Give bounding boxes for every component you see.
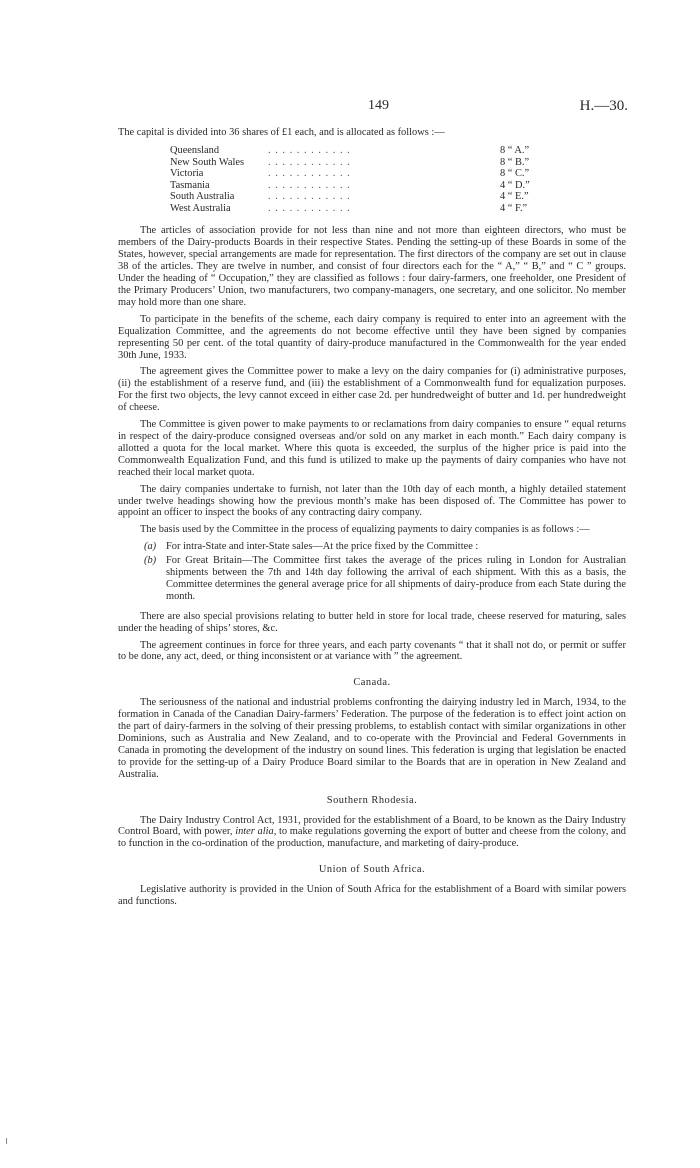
section-heading-southern-rhodesia: Southern Rhodesia.: [326, 794, 418, 806]
table-row: [170, 157, 570, 169]
paragraph-provisions: There are also special provisions relating to butter held in store for local trade, cheese reserved for maturing, sales under the heading of ships’ stores, &c.: [118, 610, 626, 634]
list-item: [144, 541, 626, 553]
paragraph-payments: The Committee is given power to make payments to or reclamations from dairy companies to ensure “ equal returns in respect of the dairy-produce consigned overseas and/or sold on any market in each month.” Each dairy company is allotted a quota for the local market. Where this quota is exceeded, the surplus of the higher price is paid into the Commonwealth Equalization Fund, and this fund is utilized to make up the payments of dairy companies who have not reached their local market quota.: [118, 419, 626, 478]
intro-paragraph: The capital is divided into 36 shares of £1 each, and is allocated as follows :—: [118, 127, 445, 138]
list-item: [144, 555, 626, 603]
paragraph-statement: The dairy companies undertake to furnish, not later than the 10th day of each month, a highly detailed statement under twelve headings showing how the previous month’s make has been disposed of. The Committee has power to appoint an officer to inspect the books of any contracting dairy company.: [118, 483, 626, 519]
leader-dots: . . . . . . . . . . . .: [268, 156, 351, 168]
share-count: 8 “ A.”: [500, 144, 530, 156]
share-count: 8 “ C.”: [500, 168, 530, 180]
leader-dots: . . . . . . . . . . . .: [268, 144, 351, 156]
paragraph-participation: To participate in the benefits of the scheme, each dairy company is required to enter into an agreement with the Equalization Committee, and the agreements do not become effective until they have been signed by companies representing 50 per cent. of the total quantity of dairy-produce manufactured in the Commonwealth for the year ended 30th June, 1933.: [118, 313, 626, 361]
leader-dots: . . . . . . . . . . . .: [268, 191, 351, 203]
state-name: West Australia: [170, 202, 231, 214]
section-heading-canada: Canada.: [353, 677, 391, 689]
leader-dots: . . . . . . . . . . . .: [268, 179, 351, 191]
table-row: [170, 145, 570, 157]
text-run: , to make regulations governing the export of butter and cheese from the colony, and to function in the co-ordination of the production, manufacture, and marketing of dairy-produce.: [118, 826, 626, 850]
paragraph-canada: The seriousness of the national and industrial problems confronting the dairying industry led in March, 1934, to the formation in Canada of the Canadian Dairy-farmers’ Federation. The purpose of the federation is to effect joint action on the part of dairy-farmers in the solving of their pressing problems, to establish contact with similar organizations in other Dominions, such as Australia and New Zealand, and to co-operate with the Provincial and Federal Governments in Canada in promoting the development of the industry on sound lines. This federation is urging that legislation be enacted to provide for the setting-up of a Dairy Produce Board similar to the Boards that are in operation in New Zealand and Australia.: [118, 697, 626, 780]
table-row: [170, 191, 570, 203]
table-row: [170, 180, 570, 192]
state-name: Victoria: [170, 168, 204, 180]
state-name: Tasmania: [170, 179, 210, 191]
table-row: [170, 168, 570, 180]
list-text: For Great Britain—The Committee first takes the average of the prices ruling in London for Australian shipments between the 7th and 14th day following the arrival of each shipment. With this as a basis, the Committee determines the general average price for all shipments of dairy-produce from each State during the month.: [166, 555, 626, 602]
state-name: South Australia: [170, 191, 235, 203]
paragraph-levy: The agreement gives the Committee power to make a levy on the dairy companies for (i) administrative purposes, (ii) the establishment of a reserve fund, and (iii) the establishment of a Commonwealth fund for equalization purposes. For the first two objects, the levy cannot exceed in either case 2d. per hundredweight of butter and 1d. per hundredweight of cheese.: [118, 366, 626, 414]
paragraph-agreement-term: The agreement continues in force for three years, and each party covenants “ that it shall not do, or permit or suffer to be done, any act, deed, or thing inconsistent or at variance with ” the agreement.: [118, 639, 626, 663]
share-count: 4 “ F.”: [500, 202, 528, 214]
paragraph-directors: The articles of association provide for not less than nine and not more than eighteen directors, who must be members of the Dairy-products Boards in their respective States. Pending the setting-up of these Boards in some of the States, however, special arrangements are made for representation. The first directors of the company are set out in clause 38 of the articles. They are twelve in number, and consist of four directors each for the “ A,” “ B,” and “ C ” groups. Under the heading of “ Occupation,” they are classified as follows : four dairy-farmers, one freeholder, one President of the Primary Producers’ Union, two manufacturers, two company-managers, one secretary, and one solicitor. No member may hold more than one share.: [118, 225, 626, 308]
share-count: 8 “ B.”: [500, 156, 530, 168]
italic-text: inter alia: [235, 826, 274, 838]
paragraph-basis: The basis used by the Committee in the process of equalizing payments to dairy companies is as follows :—: [140, 524, 590, 536]
leader-dots: . . . . . . . . . . . .: [268, 202, 351, 214]
list-text: For intra-State and inter-State sales—At the price fixed by the Committee :: [166, 541, 479, 553]
document-reference: H.—30.: [579, 98, 628, 114]
paragraph-south-africa: Legislative authority is provided in the Union of South Africa for the establishment of a Board with similar powers and functions.: [118, 884, 626, 908]
leader-dots: . . . . . . . . . . . .: [268, 168, 351, 180]
page-number: 149: [368, 98, 389, 113]
paragraph-southern-rhodesia: [118, 815, 626, 851]
list-label: (b): [144, 555, 157, 567]
state-name: New South Wales: [170, 156, 245, 168]
scan-mark: [6, 1138, 7, 1144]
share-allocation-table: [170, 145, 570, 215]
section-heading-south-africa: Union of South Africa.: [318, 864, 426, 876]
share-count: 4 “ D.”: [500, 179, 530, 191]
list-label: (a): [144, 541, 157, 553]
table-row: [170, 203, 570, 215]
page-header: [0, 98, 700, 116]
state-name: Queensland: [170, 144, 220, 156]
body-text: [118, 127, 626, 913]
text-run: The Dairy Industry Control Act, 1931, provided for the establishment of a Board, to be known as the Dairy Industry Control Board, with power,: [118, 814, 626, 838]
share-count: 4 “ E.”: [500, 191, 529, 203]
